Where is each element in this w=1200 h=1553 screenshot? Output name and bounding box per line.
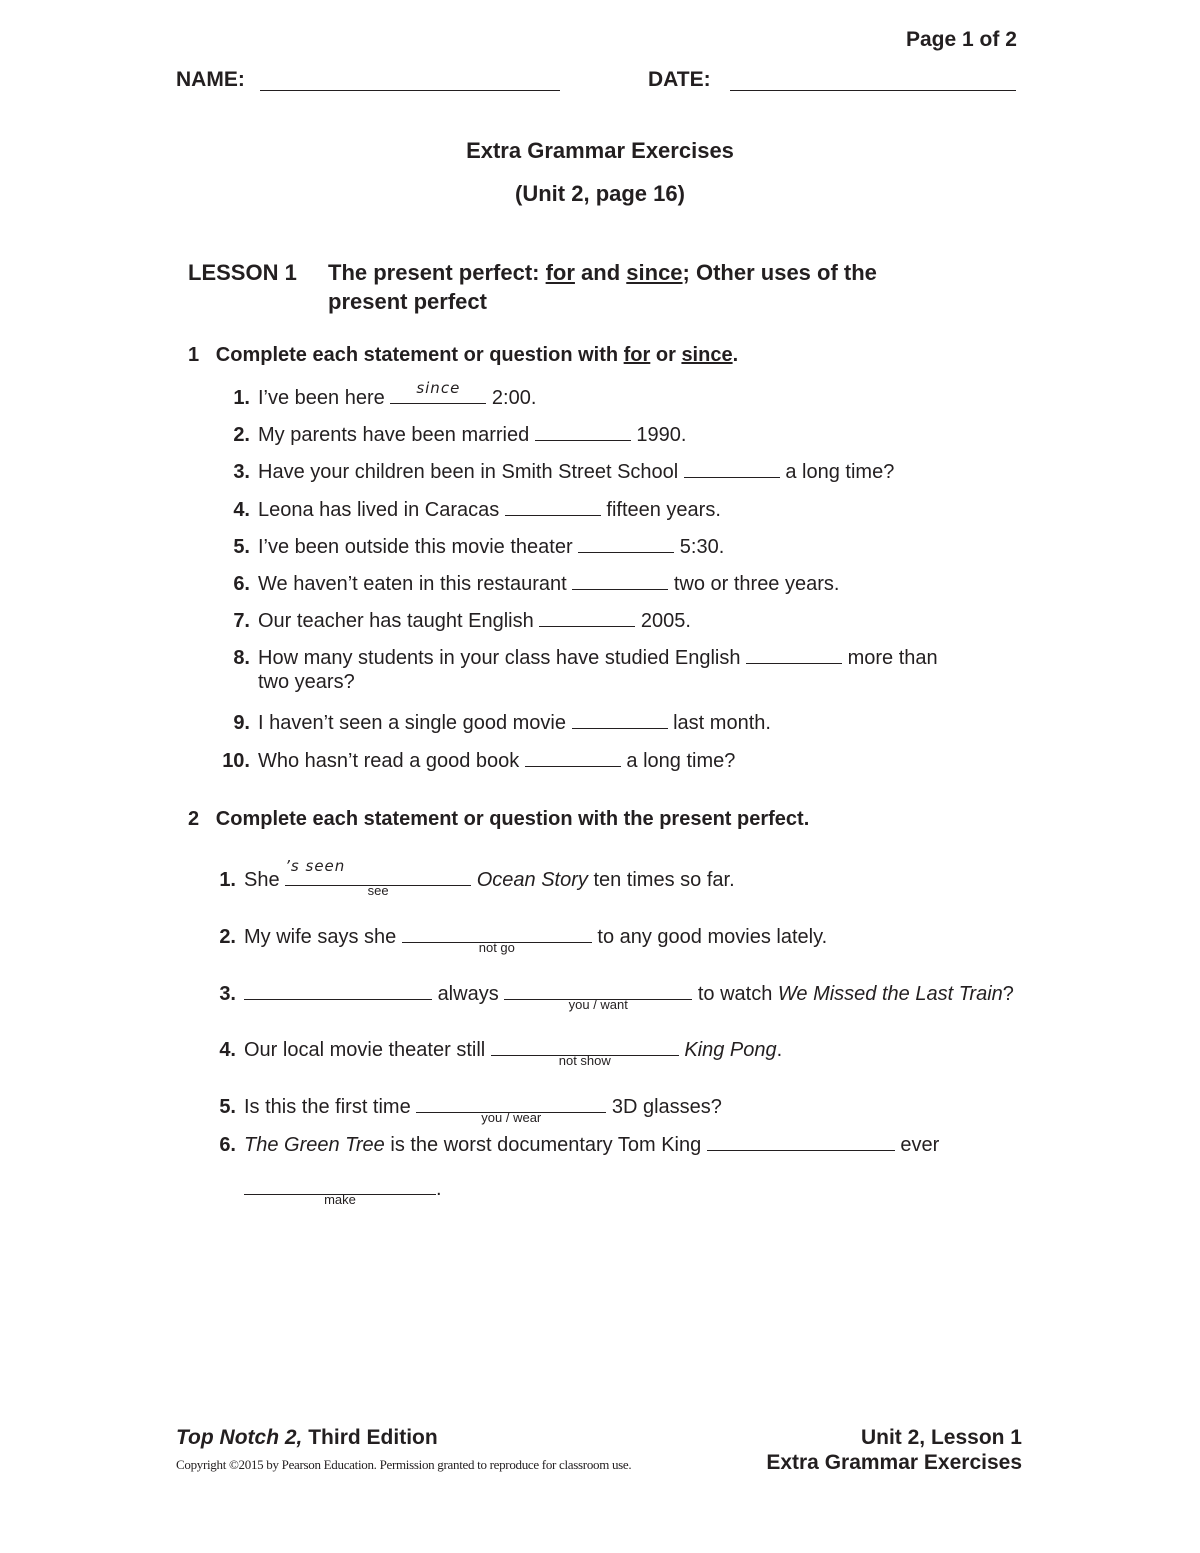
answer-blank[interactable]: [578, 532, 674, 553]
answer-blank[interactable]: [707, 1130, 895, 1151]
ex2-item-3: 3. always you / want to watch We Missed the Last Train?: [216, 979, 1014, 1006]
answer-blank[interactable]: [390, 379, 486, 404]
ex2-item-6: 6. The Green Tree is the worst documentary Tom King ever: [216, 1130, 939, 1157]
page-title: Extra Grammar Exercises: [466, 138, 734, 163]
exercise-2-instruction: 2 Complete each statement or question with the present perfect.: [188, 808, 810, 830]
ex1-item-9: 9. I haven’t seen a single good movie last month.: [218, 708, 771, 735]
answer-blank[interactable]: [572, 569, 668, 590]
footer-section: Extra Grammar Exercises: [766, 1451, 1022, 1474]
answer-blank[interactable]: [535, 420, 631, 441]
handwritten-answer: ’s seen: [285, 857, 346, 875]
footer-unit: Unit 2, Lesson 1: [860, 1426, 1022, 1449]
answer-blank[interactable]: [402, 922, 592, 955]
answer-blank[interactable]: [746, 643, 842, 664]
verb-cue: not show: [558, 1053, 611, 1068]
date-label: DATE:: [648, 68, 711, 91]
page-number: Page 1 of 2: [906, 28, 1017, 51]
ex1-item-8: 8. How many students in your class have studied English more than: [218, 643, 938, 670]
ex2-item-4: 4. Our local movie theater still not show King Pong.: [216, 1035, 782, 1062]
answer-blank[interactable]: [504, 979, 692, 1012]
ex2-item-2: 2. My wife says she not go to any good movies lately.: [216, 922, 827, 949]
exercise-1-instruction: 1 Complete each statement or question with for or since.: [188, 344, 739, 366]
ex1-item-2: 2. My parents have been married 1990.: [218, 420, 686, 447]
ex1-item-8-line2: two years?: [258, 671, 355, 693]
footer-copyright: Copyright ©2015 by Pearson Education. Permission granted to reproduce for classroom use.: [176, 1457, 632, 1472]
verb-cue: not go: [478, 940, 515, 955]
ex1-item-3: 3. Have your children been in Smith Street School a long time?: [218, 457, 894, 484]
verb-cue: see: [367, 883, 389, 898]
ex1-item-10: 10. Who hasn’t read a good book a long time?: [218, 746, 735, 773]
answer-blank[interactable]: [244, 1174, 436, 1207]
answer-blank[interactable]: [491, 1035, 679, 1068]
ex2-item-6-line2: make .: [244, 1174, 442, 1201]
footer-book-title: Top Notch 2, Third Edition: [176, 1426, 438, 1449]
ex1-item-6: 6. We haven’t eaten in this restaurant two or three years.: [218, 569, 839, 596]
ex1-item-1: 1. I’ve been here since 2:00.: [233, 379, 537, 409]
answer-blank[interactable]: [244, 979, 432, 1000]
verb-cue: make: [324, 1192, 356, 1207]
verb-cue: you / want: [568, 997, 628, 1012]
name-field[interactable]: [260, 90, 560, 91]
page-subtitle: (Unit 2, page 16): [515, 181, 685, 206]
ex2-item-5: 5. Is this the first time you / wear 3D glasses?: [216, 1092, 722, 1119]
ex1-item-7: 7. Our teacher has taught English 2005.: [218, 606, 691, 633]
lesson-title: The present perfect: for and since; Other uses of the: [328, 260, 877, 285]
ex2-item-1: 1. She ’s seen see Ocean Story ten times so far.: [219, 857, 735, 898]
verb-cue: you / wear: [481, 1110, 542, 1125]
name-label: NAME:: [176, 68, 245, 91]
date-field[interactable]: [730, 90, 1016, 91]
ex1-item-5: 5. I’ve been outside this movie theater 5:30.: [218, 532, 724, 559]
answer-blank[interactable]: [684, 457, 780, 478]
answer-blank[interactable]: [505, 495, 601, 516]
lesson-title-line2: present perfect: [328, 289, 487, 314]
answer-blank[interactable]: [285, 857, 471, 898]
handwritten-answer: since: [416, 379, 461, 397]
answer-blank[interactable]: [572, 708, 668, 729]
ex1-item-4: 4. Leona has lived in Caracas fifteen years.: [218, 495, 721, 522]
lesson-label: LESSON 1: [188, 260, 297, 285]
answer-blank[interactable]: [525, 746, 621, 767]
answer-blank[interactable]: [539, 606, 635, 627]
answer-blank[interactable]: [416, 1092, 606, 1125]
